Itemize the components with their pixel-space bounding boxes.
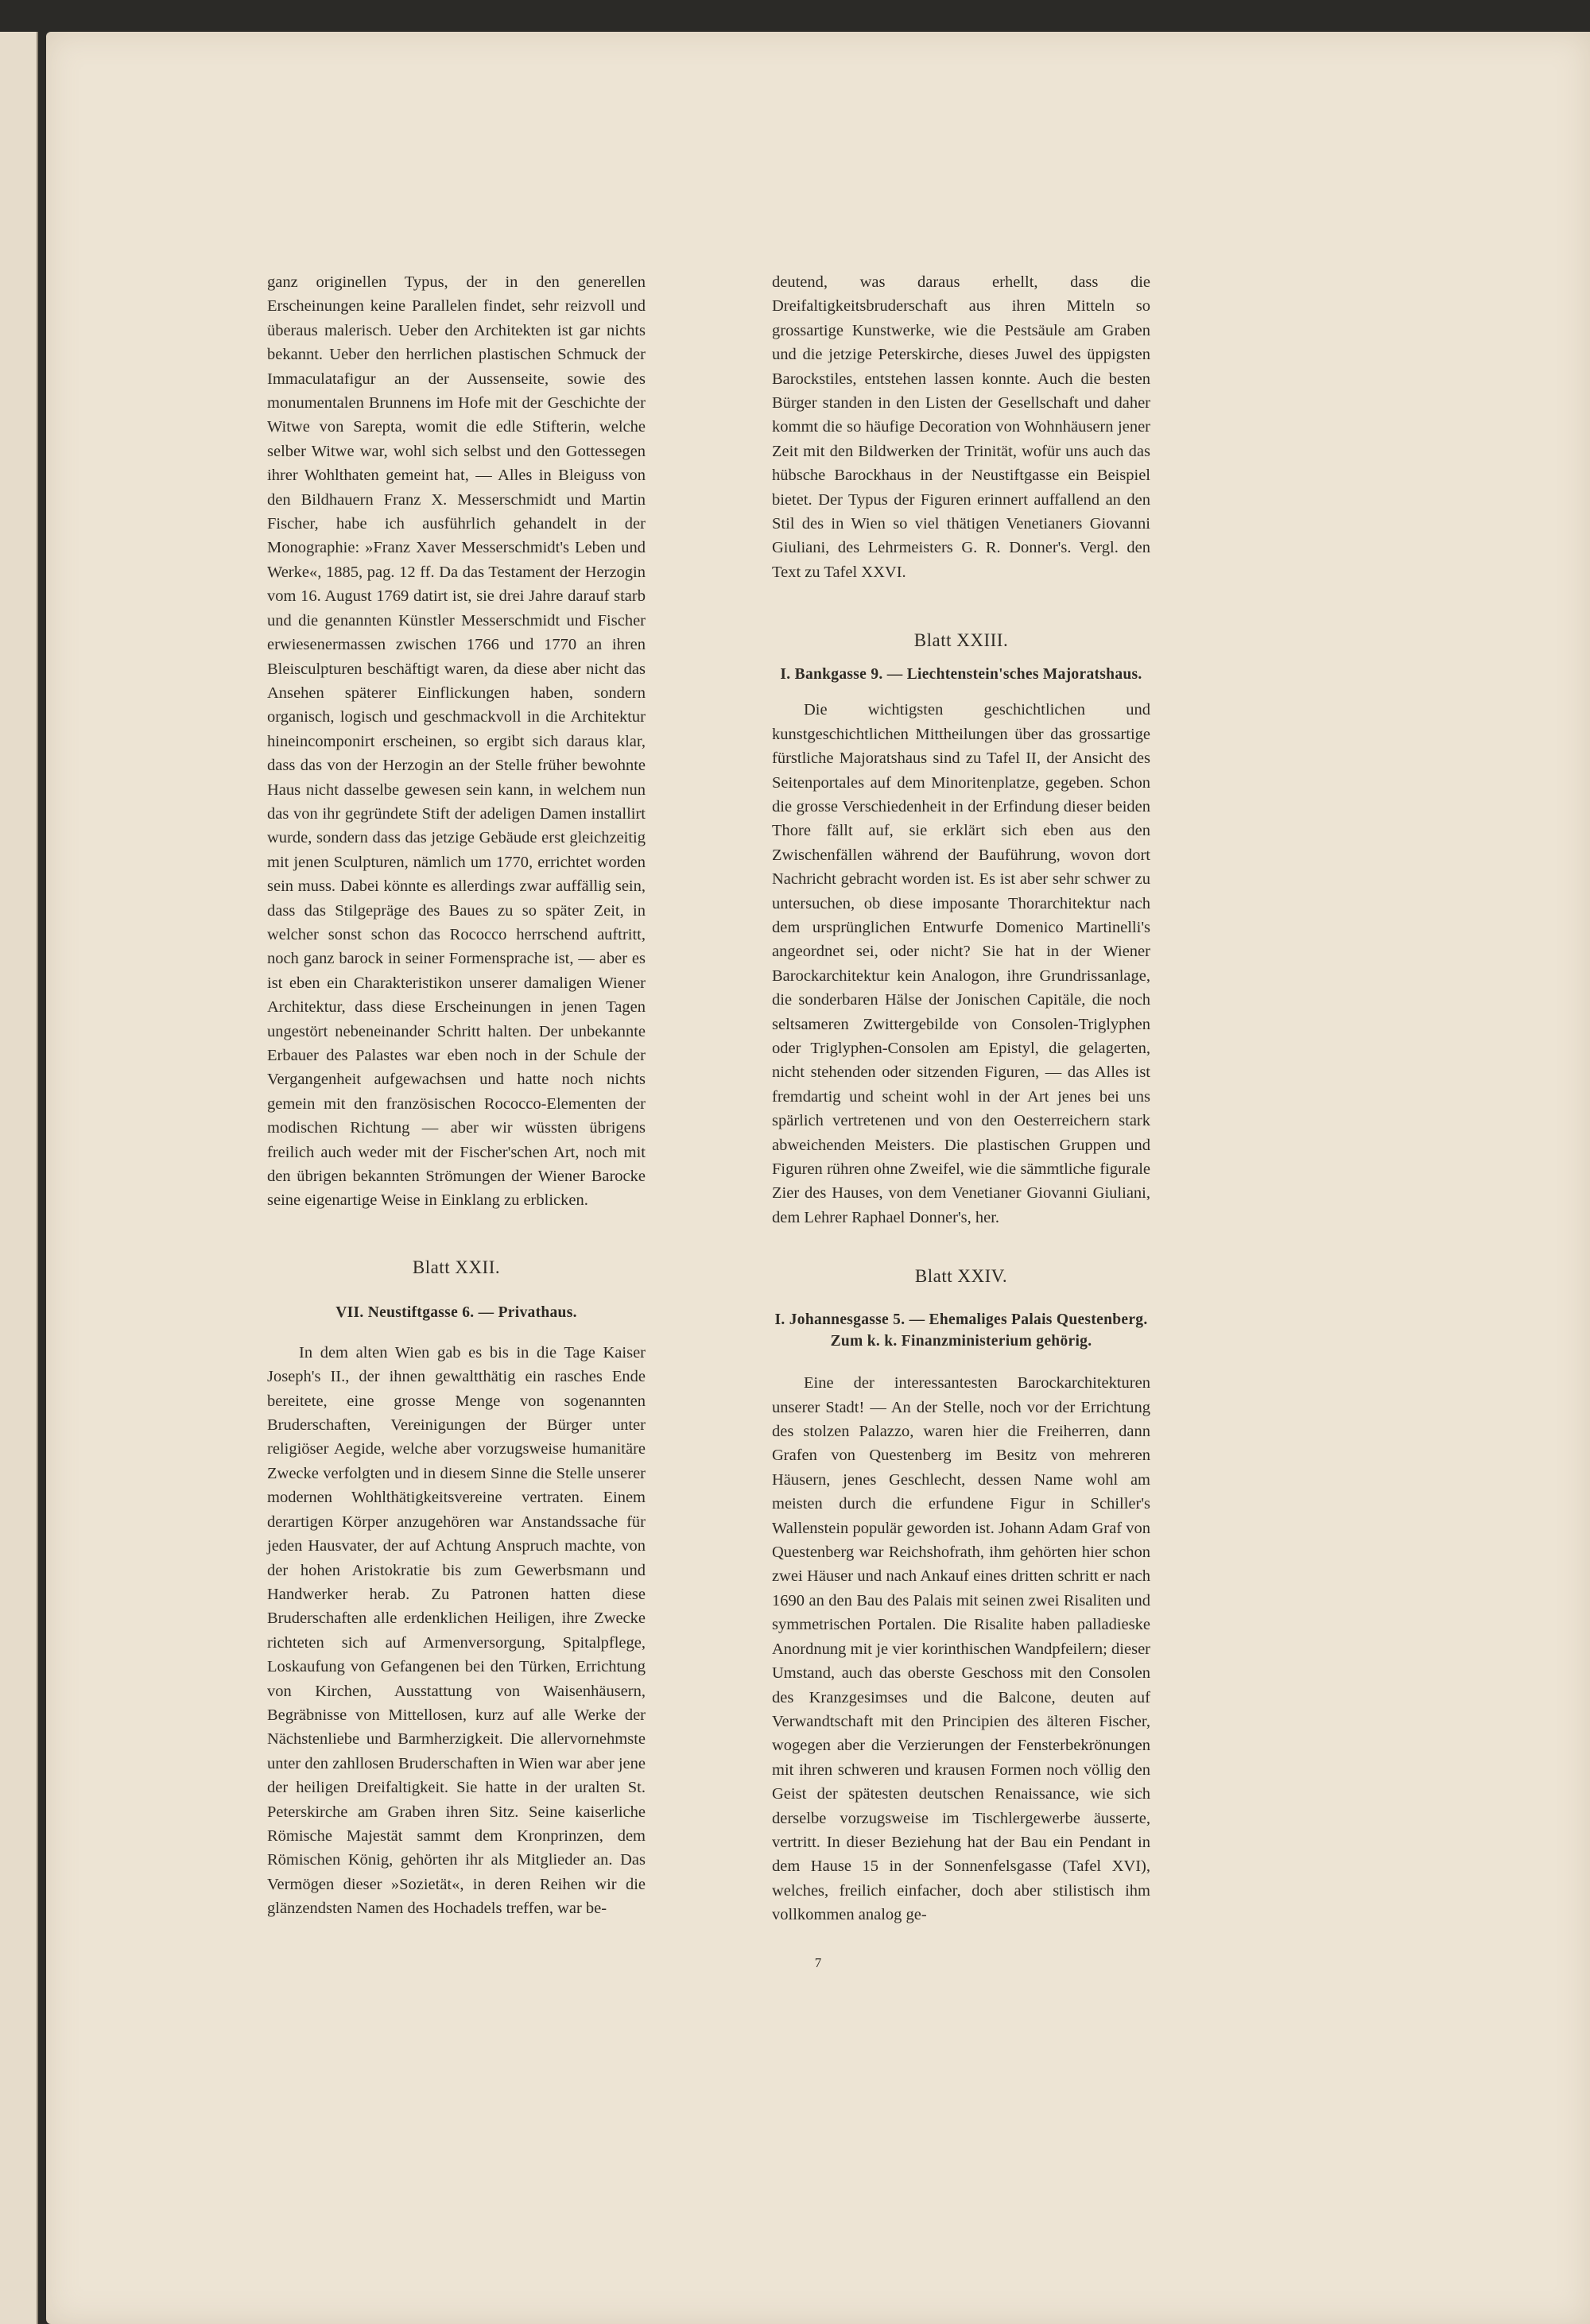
document-page: [46, 32, 1590, 2324]
left-column: [267, 270, 646, 1921]
neustiftgasse-paragraph: In dem alten Wien gab es bis in die Tage Kaiser Joseph's II., der ihnen gewaltthätig ein rasches Ende bereitete, eine grosse Menge von sogenannten Bruderschaften, Vereinigungen der Bürger unter religiöser Aegide, welche aber vorzugsweise humanitäre Zwecke verfolgten und in diesem Sinne die Stelle unserer modernen Wohlthätigkeitsvereine vertraten. Einem derartigen Körper anzugehören war Anstandssache für jeden Hausvater, der auf Achtung Anspruch machte, von der hohen Aristokratie bis zum Gewerbsmann und Handwerker herab. Zu Patronen hatten diese Bruderschaften alle erdenklichen Heiligen, ihre Zwecke richteten sich auf Armenversorgung, Spitalpflege, Loskaufung von Gefangenen bei den Türken, Errichtung von Kirchen, Ausstattung von Waisenhäusern, Begräbnisse von Mittellosen, kurz auf alle Werke der Nächstenliebe und Barmherzigkeit. Die allervornehmste unter den zahllosen Bruderschaften in Wien war aber jene der heiligen Dreifaltigkeit. Sie hatte in der uralten St. Peterskirche am Graben ihren Sitz. Seine kaiserliche Römische Majestät sammt dem Kronprinzen, dem Römischen König, gehörten ihr als Mitglieder an. Das Vermögen dieser »Sozietät«, in deren Reihen wir die glänzendsten Namen des Hochadels treffen, war be-: [267, 1343, 646, 1918]
page-number: 7: [814, 1955, 822, 1970]
blatt-xxii-title: Blatt XXII.: [412, 1257, 501, 1277]
bankgasse-heading: I. Bankgasse 9. — Liechtenstein'sches Majoratshaus.: [780, 666, 1142, 684]
right-column: [772, 270, 1150, 1927]
blatt-xxiii-title: Blatt XXIII.: [913, 630, 1009, 651]
blatt-xxiv-title: Blatt XXIV.: [914, 1266, 1008, 1287]
previous-page-edge: [0, 32, 38, 2324]
right-intro-paragraph: deutend, was daraus erhellt, dass die Dreifaltigkeitsbruderschaft aus ihren Mitteln so grossartige Kunstwerke, wie die Pestsäule am Graben und die jetzige Peterskirche, dieses Juwel des üppigsten Barockstiles, entstehen lassen konnte. Auch die besten Bürger standen in den Listen der Gesellschaft und daher kommt die so häufige Decoration von Wohnhäusern jener Zeit mit den Bildwerken der Trinität, wofür uns auch das hübsche Barockhaus in der Neustiftgasse ein Beispiel bietet. Der Typus der Figuren erinnert auffallend an den Stil des in Wien so viel thätigen Venetianers Giovanni Giuliani, des Lehrmeisters G. R. Donner's. Vergl. den Text zu Tafel XXVI.: [772, 273, 1150, 581]
johannesgasse-paragraph: Eine der interessantesten Barockarchitekturen unserer Stadt! — An der Stelle, noch vor der Errichtung des stolzen Palazzo, waren hier die Freiherren, dann Grafen von Questenberg im Besitz von mehreren Häusern, jenes Geschlecht, dessen Name wohl am meisten durch die erfundene Figur in Schiller's Wallenstein populär geworden ist. Johann Adam Graf von Questenberg war Reichshofrath, ihm gehörten hier schon zwei Häuser und nach Ankauf eines dritten schritt er nach 1690 an den Bau des Palais mit seinen zwei Risaliten und symmetrischen Portalen. Die Risalite haben palladieske Anordnung mit je vier korinthischen Wandpfeilern; dieser Umstand, auch das oberste Geschoss mit den Consolen des Kranzgesimses und die Balcone, deuten auf Verwandtschaft mit den Principien des älteren Fischer, wogegen aber die Verzierungen der Fensterbekrönungen mit ihren schweren und krausen Formen noch völlig den Geist der spätesten deutschen Renaissance, wie sich derselbe vorzugsweise im Tischlergewerbe äusserte, vertritt. In dieser Beziehung hat der Bau ein Pendant in dem Hause 15 in der Sonnenfelsgasse (Tafel XVI), welches, freilich einfacher, doch aber stilistisch ihm vollkommen analog ge-: [772, 1374, 1150, 1924]
bankgasse-paragraph: Die wichtigsten geschichtlichen und kunstgeschichtlichen Mittheilungen über das grossartige fürstliche Majoratshaus sind zu Tafel II, der Ansicht des Seitenportales auf dem Minoritenplatze, gegeben. Schon die grosse Verschiedenheit in der Erfindung dieser beiden Thore fällt auf, sie erklärt sich eben aus den Zwischenfällen während der Bauführung, wovon dort Nachricht gebracht worden ist. Es ist aber sehr schwer zu untersuchen, ob diese imposante Thorarchitektur nach dem ursprünglichen Entwurfe Domenico Martinelli's angeordnet sei, oder nicht? Sie hat in der Wiener Barockarchitektur kein Analogon, ihre Grundrissanlage, die sonderbaren Hälse der Jonischen Capitäle, die noch seltsameren Zwittergebilde von Consolen-Triglyphen oder Triglyphen-Consolen am Epistyl, die gelagerten, nicht stehenden oder sitzenden Figuren, — das Alles ist fremdartig und scheint wohl in der Art jenes bei uns spärlich vertretenen und von den Oesterreichern stark abweichenden Meisters. Die plastischen Gruppen und Figuren rühren ohne Zweifel, wie die sämmtliche figurale Zier des Hauses, von dem Venetianer Giovanni Giuliani, dem Lehrer Raphael Donner's, her.: [772, 701, 1150, 1226]
johannesgasse-heading-line1: I. Johannesgasse 5. — Ehemaliges Palais Questenberg.: [774, 1311, 1148, 1329]
neustiftgasse-heading: VII. Neustiftgasse 6. — Privathaus.: [335, 1303, 577, 1321]
johannesgasse-heading-line2: Zum k. k. Finanzministerium gehörig.: [830, 1333, 1092, 1350]
left-intro-paragraph: ganz originellen Typus, der in den generellen Erscheinungen keine Parallelen findet, sehr reizvoll und überaus malerisch. Ueber den Architekten ist gar nichts bekannt. Ueber den herrlichen plastischen Schmuck der Immaculatafigur an der Aussenseite, sowie des monumentalen Brunnens im Hofe mit der Geschichte der Witwe von Sarepta, womit die edle Stifterin, welche selber Witwe war, wohl sich selbst und den Gottessegen ihrer Wohlthaten gemeint hat, — Alles in Bleiguss von den Bildhauern Franz X. Messerschmidt und Martin Fischer, habe ich ausführlich gehandelt in der Monographie: »Franz Xaver Messerschmidt's Leben und Werke«, 1885, pag. 12 ff. Da das Testament der Herzogin vom 16. August 1769 datirt ist, sie drei Jahre darauf starb und die genannten Künstler Messerschmidt und Fischer erwiesenermassen zwischen 1766 und 1770 an ihren Bleisculpturen beschäftigt waren, da diese aber nicht das Ansehen späterer Einflickungen haben, sondern organisch, logisch und geschmackvoll in die Architektur hineincomponirt erscheinen, so ergibt sich daraus klar, dass das von der Herzogin an der Stelle früher bewohnte Haus nicht dasselbe gewesen sein kann, in welchem nun das von ihr gegründete Stift der adeligen Damen installirt wurde, sondern dass das jetzige Gebäude erst gleichzeitig mit jenen Sculpturen, nämlich um 1770, errichtet worden sein muss. Dabei könnte es allerdings zwar auffällig sein, dass das Stilgepräge des Baues zu so später Zeit, in welcher sonst schon das Rococco herrschend auftritt, noch ganz barock in seiner Formensprache ist, — aber es ist eben ein Charakteristikon unserer damaligen Wiener Architektur, dass diese Erscheinungen in jenen Tagen ungestört nebeneinander Schritt halten. Der unbekannte Erbauer des Palastes war eben noch in der Schule der Vergangenheit aufgewachsen und hatte noch nichts gemein mit den französischen Rococco-Elementen der modischen Richtung — aber wir wüssten übrigens freilich auch weder mit der Fischer'schen Art, noch mit den übrigen bekannten Strömungen der Wiener Barocke seine eigenartige Weise in Einklang zu erblicken.: [267, 273, 646, 1210]
